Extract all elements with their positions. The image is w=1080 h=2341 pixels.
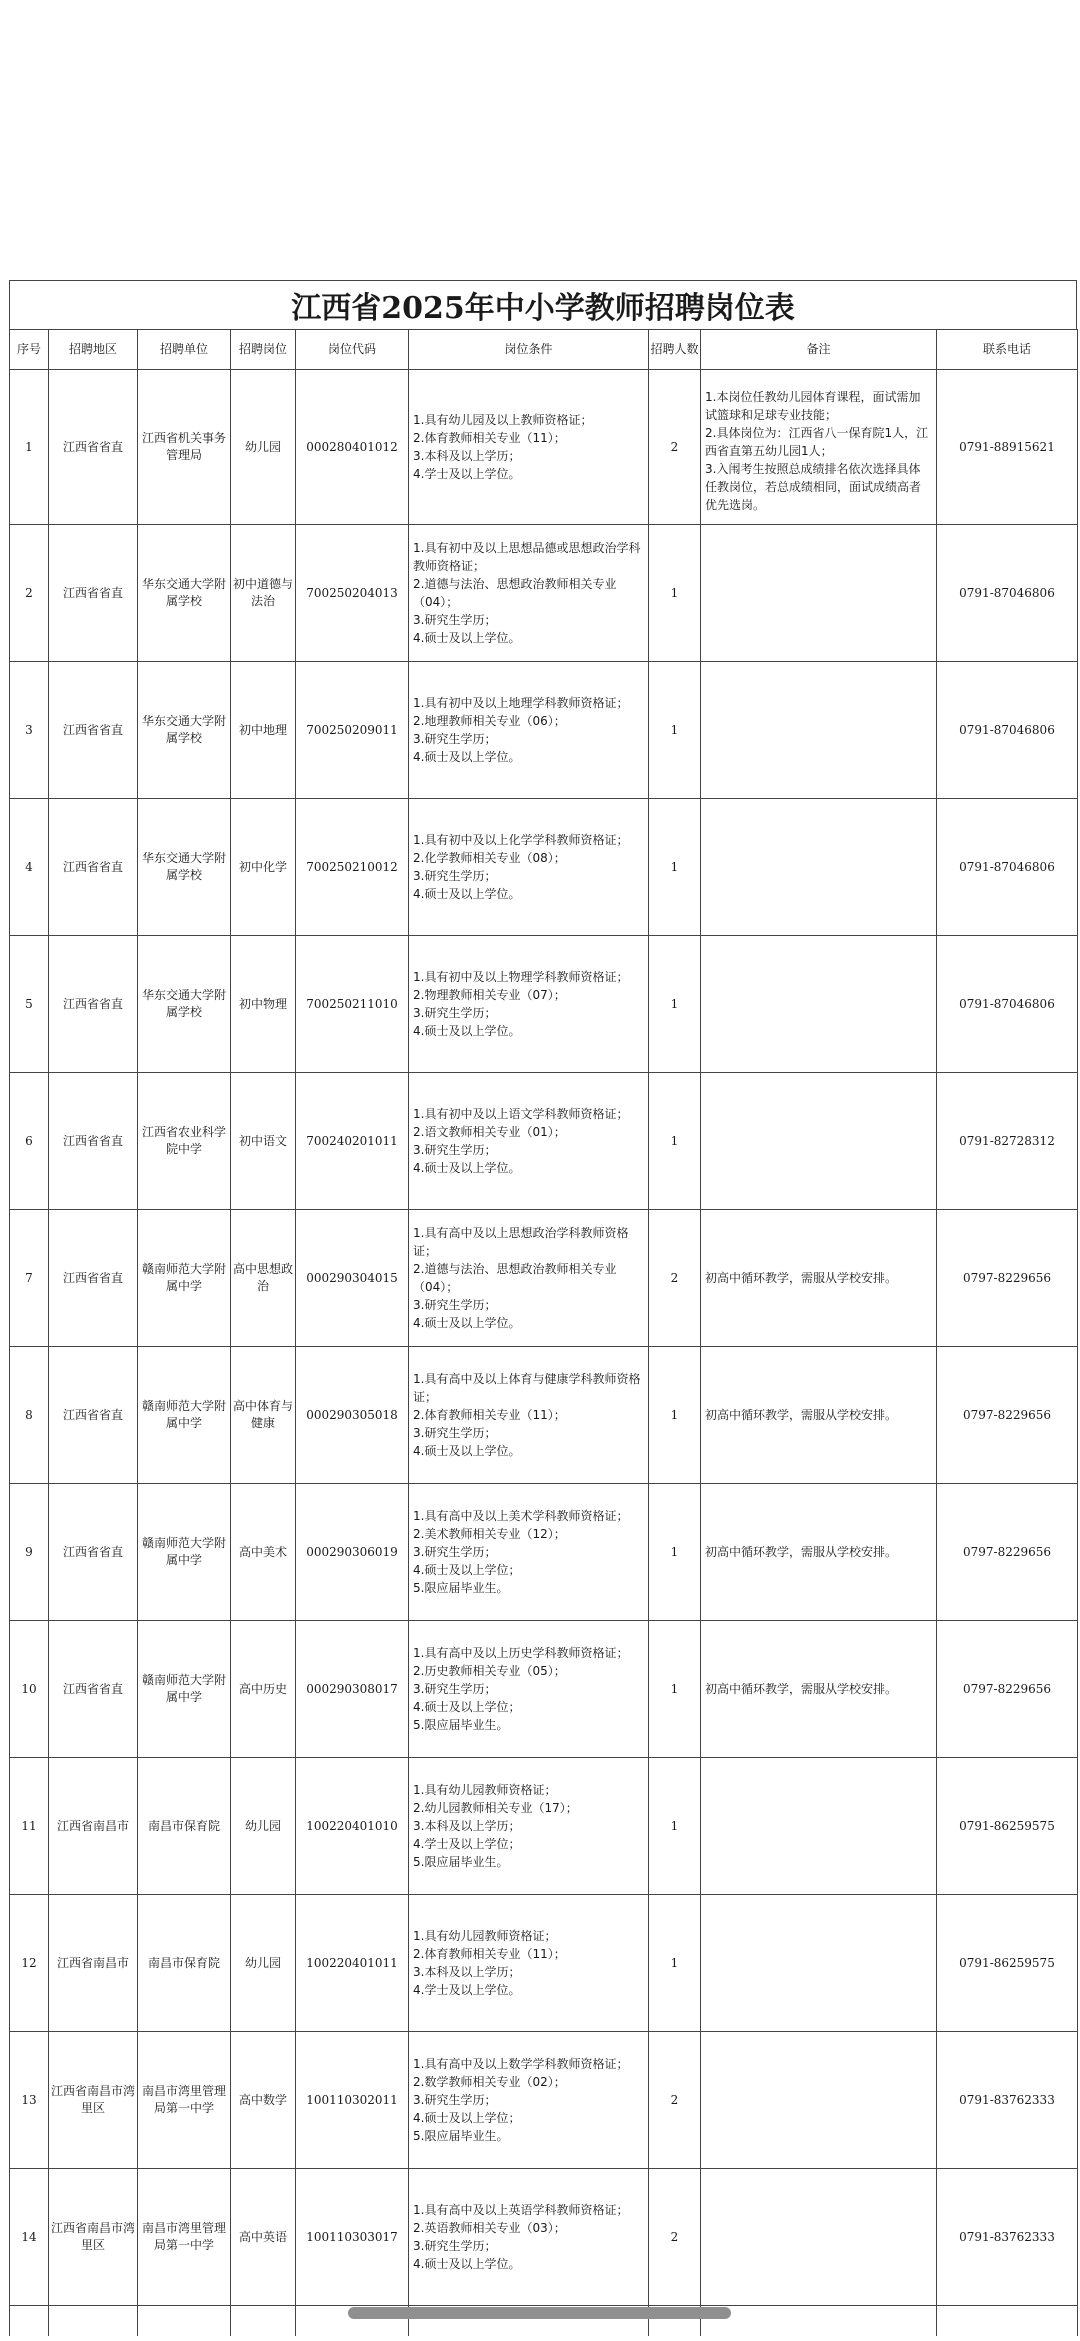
cell-post: 初中化学 [231, 799, 296, 936]
condition-line: 1.具有高中及以上思想政治学科教师资格证； [413, 1226, 629, 1258]
cell-code: 000290308017 [296, 1621, 409, 1758]
table-row [10, 1758, 1078, 1895]
cell-code: 000290304015 [296, 1210, 409, 1347]
table-row [10, 370, 1078, 525]
cell-post: 高中体育与健康 [231, 1347, 296, 1484]
empty-cell [937, 2306, 1078, 2337]
cell-phone: 0791-86259575 [937, 1895, 1078, 2032]
cell-count: 2 [649, 2032, 701, 2169]
condition-line: 5.限应届毕业生。 [413, 1581, 509, 1595]
cell-region: 江西省省直 [49, 799, 138, 936]
condition-line: 4.学士及以上学位； [413, 1837, 521, 1851]
cell-count: 1 [649, 799, 701, 936]
cell-post: 高中历史 [231, 1621, 296, 1758]
condition-line: 5.限应届毕业生。 [413, 2129, 509, 2143]
condition-line: 1.具有高中及以上美术学科教师资格证； [413, 1509, 629, 1523]
empty-cell [10, 2306, 49, 2337]
condition-line: 3.研究生学历； [413, 1006, 497, 1020]
condition-line: 1.具有高中及以上体育与健康学科教师资格证； [413, 1372, 641, 1404]
cell-unit: 赣南师范大学附属中学 [138, 1210, 231, 1347]
cell-seq: 3 [10, 662, 49, 799]
cell-code: 000290305018 [296, 1347, 409, 1484]
note-line: 初高中循环教学，需服从学校安排。 [705, 1271, 898, 1285]
cell-phone: 0791-86259575 [937, 1758, 1078, 1895]
cell-region: 江西省南昌市湾里区 [49, 2169, 138, 2306]
cell-conditions [409, 1621, 649, 1758]
condition-line: 1.具有高中及以上数学学科教师资格证； [413, 2057, 629, 2071]
cell-count: 1 [649, 936, 701, 1073]
cell-notes [701, 1895, 937, 2032]
condition-line: 1.具有初中及以上思想品德或思想政治学科教师资格证； [413, 541, 641, 573]
cell-unit: 南昌市湾里管理局第一中学 [138, 2169, 231, 2306]
cell-phone: 0791-87046806 [937, 936, 1078, 1073]
cell-unit: 江西省机关事务管理局 [138, 370, 231, 525]
cell-count: 1 [649, 662, 701, 799]
note-line: 初高中循环教学，需服从学校安排。 [705, 1408, 898, 1422]
condition-line: 2.体育教师相关专业（11）； [413, 1408, 566, 1422]
cell-notes [701, 662, 937, 799]
cell-region: 江西省省直 [49, 1347, 138, 1484]
cell-post: 初中道德与法治 [231, 525, 296, 662]
table-row [10, 1073, 1078, 1210]
cell-region: 江西省省直 [49, 525, 138, 662]
condition-line: 3.研究生学历； [413, 869, 497, 883]
horizontal-scrollbar[interactable] [348, 2307, 731, 2319]
cell-unit: 华东交通大学附属学校 [138, 525, 231, 662]
condition-line: 2.体育教师相关专业（11）； [413, 431, 566, 445]
cell-unit: 江西省农业科学院中学 [138, 1073, 231, 1210]
condition-line: 1.具有幼儿园及以上教师资格证； [413, 413, 593, 427]
cell-count: 2 [649, 2169, 701, 2306]
cell-notes [701, 1758, 937, 1895]
condition-line: 4.硕士及以上学位。 [413, 1444, 521, 1458]
cell-phone: 0791-83762333 [937, 2169, 1078, 2306]
cell-notes [701, 1073, 937, 1210]
cell-count: 1 [649, 1621, 701, 1758]
condition-line: 4.硕士及以上学位。 [413, 750, 521, 764]
cell-phone: 0797-8229656 [937, 1621, 1078, 1758]
header-region: 招聘地区 [49, 330, 138, 370]
condition-line: 2.物理教师相关专业（07）； [413, 988, 566, 1002]
cell-unit: 南昌市湾里管理局第一中学 [138, 2032, 231, 2169]
cell-notes [701, 1621, 937, 1758]
cell-unit: 赣南师范大学附属中学 [138, 1484, 231, 1621]
cell-post: 高中英语 [231, 2169, 296, 2306]
cell-phone: 0791-87046806 [937, 662, 1078, 799]
cell-code: 700250209011 [296, 662, 409, 799]
table-row [10, 1347, 1078, 1484]
header-unit: 招聘单位 [138, 330, 231, 370]
cell-region: 江西省南昌市 [49, 1758, 138, 1895]
cell-count: 1 [649, 1347, 701, 1484]
cell-region: 江西省省直 [49, 1210, 138, 1347]
cell-region: 江西省南昌市湾里区 [49, 2032, 138, 2169]
empty-cell [49, 2306, 138, 2337]
cell-conditions [409, 1758, 649, 1895]
cell-count: 2 [649, 370, 701, 525]
cell-notes [701, 1210, 937, 1347]
condition-line: 1.具有高中及以上历史学科教师资格证； [413, 1646, 629, 1660]
cell-count: 1 [649, 1484, 701, 1621]
note-line: 1.本岗位任教幼儿园体育课程，面试需加试篮球和足球专业技能； [705, 390, 921, 422]
condition-line: 1.具有初中及以上化学学科教师资格证； [413, 833, 629, 847]
note-line: 初高中循环教学，需服从学校安排。 [705, 1682, 898, 1696]
condition-line: 4.硕士及以上学位； [413, 1563, 521, 1577]
cell-code: 100110302011 [296, 2032, 409, 2169]
cell-conditions [409, 936, 649, 1073]
cell-unit: 南昌市保育院 [138, 1758, 231, 1895]
cell-code: 700250211010 [296, 936, 409, 1073]
positions-table [9, 329, 1078, 2336]
cell-post: 初中语文 [231, 1073, 296, 1210]
condition-line: 3.本科及以上学历； [413, 1819, 521, 1833]
condition-line: 4.硕士及以上学位。 [413, 1316, 521, 1330]
cell-phone: 0791-87046806 [937, 525, 1078, 662]
cell-notes [701, 2032, 937, 2169]
cell-conditions [409, 1484, 649, 1621]
cell-conditions [409, 1347, 649, 1484]
header-count: 招聘人数 [649, 330, 701, 370]
cell-region: 江西省省直 [49, 662, 138, 799]
cell-post: 幼儿园 [231, 1895, 296, 2032]
cell-code: 700250204013 [296, 525, 409, 662]
cell-seq: 10 [10, 1621, 49, 1758]
cell-post: 高中数学 [231, 2032, 296, 2169]
cell-conditions [409, 1073, 649, 1210]
note-line: 3.入闱考生按照总成绩排名依次选择具体任教岗位，若总成绩相同，面试成绩高者优先选岗。 [705, 462, 922, 512]
note-line: 初高中循环教学，需服从学校安排。 [705, 1545, 898, 1559]
cell-conditions [409, 1210, 649, 1347]
table-row [10, 1895, 1078, 2032]
cell-seq: 7 [10, 1210, 49, 1347]
cell-post: 初中物理 [231, 936, 296, 1073]
cell-count: 1 [649, 1758, 701, 1895]
condition-line: 1.具有幼儿园教师资格证； [413, 1783, 557, 1797]
cell-region: 江西省南昌市 [49, 1895, 138, 2032]
cell-notes [701, 1347, 937, 1484]
cell-seq: 2 [10, 525, 49, 662]
cell-unit: 南昌市保育院 [138, 1895, 231, 2032]
cell-unit: 赣南师范大学附属中学 [138, 1621, 231, 1758]
cell-region: 江西省省直 [49, 1484, 138, 1621]
cell-code: 000280401012 [296, 370, 409, 525]
condition-line: 2.历史教师相关专业（05）； [413, 1664, 566, 1678]
table-row [10, 2169, 1078, 2306]
cell-conditions [409, 525, 649, 662]
condition-line: 3.研究生学历； [413, 2093, 497, 2107]
cell-post: 初中地理 [231, 662, 296, 799]
condition-line: 4.硕士及以上学位； [413, 1700, 521, 1714]
recruitment-sheet [9, 280, 1077, 2336]
cell-seq: 14 [10, 2169, 49, 2306]
condition-line: 5.限应届毕业生。 [413, 1718, 509, 1732]
cell-seq: 4 [10, 799, 49, 936]
cell-region: 江西省省直 [49, 1621, 138, 1758]
condition-line: 4.硕士及以上学位。 [413, 887, 521, 901]
cell-notes [701, 1484, 937, 1621]
condition-line: 5.限应届毕业生。 [413, 1855, 509, 1869]
cell-post: 高中美术 [231, 1484, 296, 1621]
table-row [10, 662, 1078, 799]
cell-phone: 0791-88915621 [937, 370, 1078, 525]
cell-post: 幼儿园 [231, 1758, 296, 1895]
cell-notes [701, 525, 937, 662]
cell-phone: 0797-8229656 [937, 1347, 1078, 1484]
condition-line: 2.英语教师相关专业（03）； [413, 2221, 566, 2235]
condition-line: 2.语文教师相关专业（01）； [413, 1125, 566, 1139]
cell-notes [701, 2169, 937, 2306]
condition-line: 1.具有初中及以上语文学科教师资格证； [413, 1107, 629, 1121]
header-seq: 序号 [10, 330, 49, 370]
condition-line: 2.数学教师相关专业（02）； [413, 2075, 566, 2089]
cell-conditions [409, 1895, 649, 2032]
cell-conditions [409, 2169, 649, 2306]
cell-seq: 6 [10, 1073, 49, 1210]
condition-line: 2.幼儿园教师相关专业（17）； [413, 1801, 578, 1815]
cell-unit: 华东交通大学附属学校 [138, 662, 231, 799]
condition-line: 4.硕士及以上学位。 [413, 1161, 521, 1175]
cell-count: 1 [649, 525, 701, 662]
table-row [10, 1621, 1078, 1758]
condition-line: 4.学士及以上学位。 [413, 467, 521, 481]
cell-seq: 13 [10, 2032, 49, 2169]
cell-unit: 赣南师范大学附属中学 [138, 1347, 231, 1484]
cell-seq: 5 [10, 936, 49, 1073]
cell-unit: 华东交通大学附属学校 [138, 936, 231, 1073]
condition-line: 3.研究生学历； [413, 1545, 497, 1559]
header-phone: 联系电话 [937, 330, 1078, 370]
condition-line: 4.硕士及以上学位； [413, 2111, 521, 2125]
cell-phone: 0791-87046806 [937, 799, 1078, 936]
condition-line: 2.体育教师相关专业（11）； [413, 1947, 566, 1961]
condition-line: 1.具有幼儿园教师资格证； [413, 1929, 557, 1943]
header-notes: 备注 [701, 330, 937, 370]
condition-line: 2.化学教师相关专业（08）； [413, 851, 566, 865]
header-code: 岗位代码 [296, 330, 409, 370]
cell-conditions [409, 662, 649, 799]
cell-count: 1 [649, 1073, 701, 1210]
cell-phone: 0791-82728312 [937, 1073, 1078, 1210]
table-row [10, 799, 1078, 936]
condition-line: 1.具有高中及以上英语学科教师资格证； [413, 2203, 629, 2217]
table-row [10, 525, 1078, 662]
condition-line: 1.具有初中及以上地理学科教师资格证； [413, 696, 629, 710]
cell-code: 700250210012 [296, 799, 409, 936]
header-post: 招聘岗位 [231, 330, 296, 370]
cell-unit: 华东交通大学附属学校 [138, 799, 231, 936]
cell-seq: 1 [10, 370, 49, 525]
condition-line: 2.美术教师相关专业（12）； [413, 1527, 566, 1541]
table-row [10, 1210, 1078, 1347]
condition-line: 3.研究生学历； [413, 613, 497, 627]
cell-notes [701, 936, 937, 1073]
cell-region: 江西省省直 [49, 1073, 138, 1210]
cell-code: 100220401011 [296, 1895, 409, 2032]
empty-cell [701, 2306, 937, 2337]
cell-code: 700240201011 [296, 1073, 409, 1210]
condition-line: 3.研究生学历； [413, 1682, 497, 1696]
cell-post: 高中思想政治 [231, 1210, 296, 1347]
note-line: 2.具体岗位为：江西省八一保育院1人，江西省直第五幼儿园1人； [705, 426, 929, 458]
cell-code: 100110303017 [296, 2169, 409, 2306]
condition-line: 3.研究生学历； [413, 1143, 497, 1157]
cell-phone: 0791-83762333 [937, 2032, 1078, 2169]
condition-line: 3.本科及以上学历； [413, 449, 521, 463]
table-body [10, 370, 1078, 2337]
condition-line: 4.硕士及以上学位。 [413, 1024, 521, 1038]
table-header-row [10, 330, 1078, 370]
condition-line: 4.硕士及以上学位。 [413, 2257, 521, 2271]
cell-count: 1 [649, 1895, 701, 2032]
cell-seq: 8 [10, 1347, 49, 1484]
condition-line: 4.学士及以上学位。 [413, 1983, 521, 1997]
condition-line: 3.研究生学历； [413, 2239, 497, 2253]
condition-line: 3.本科及以上学历； [413, 1965, 521, 1979]
condition-line: 3.研究生学历； [413, 732, 497, 746]
condition-line: 2.道德与法治、思想政治教师相关专业（04）； [413, 577, 617, 609]
header-conditions: 岗位条件 [409, 330, 649, 370]
condition-line: 2.道德与法治、思想政治教师相关专业（04）； [413, 1262, 617, 1294]
empty-cell [231, 2306, 296, 2337]
cell-seq: 12 [10, 1895, 49, 2032]
cell-notes [701, 799, 937, 936]
table-row [10, 1484, 1078, 1621]
condition-line: 1.具有初中及以上物理学科教师资格证； [413, 970, 629, 984]
condition-line: 2.地理教师相关专业（06）； [413, 714, 566, 728]
cell-phone: 0797-8229656 [937, 1484, 1078, 1621]
empty-cell [138, 2306, 231, 2337]
cell-region: 江西省省直 [49, 936, 138, 1073]
cell-seq: 9 [10, 1484, 49, 1621]
condition-line: 4.硕士及以上学位。 [413, 631, 521, 645]
sheet-title: 江西省2025年中小学教师招聘岗位表 [9, 280, 1077, 329]
cell-phone: 0797-8229656 [937, 1210, 1078, 1347]
cell-conditions [409, 2032, 649, 2169]
cell-code: 000290306019 [296, 1484, 409, 1621]
table-row [10, 936, 1078, 1073]
cell-code: 100220401010 [296, 1758, 409, 1895]
cell-region: 江西省省直 [49, 370, 138, 525]
cell-post: 幼儿园 [231, 370, 296, 525]
cell-conditions [409, 799, 649, 936]
condition-line: 3.研究生学历； [413, 1298, 497, 1312]
table-row [10, 2032, 1078, 2169]
cell-seq: 11 [10, 1758, 49, 1895]
cell-count: 2 [649, 1210, 701, 1347]
cell-conditions [409, 370, 649, 525]
condition-line: 3.研究生学历； [413, 1426, 497, 1440]
cell-notes [701, 370, 937, 525]
